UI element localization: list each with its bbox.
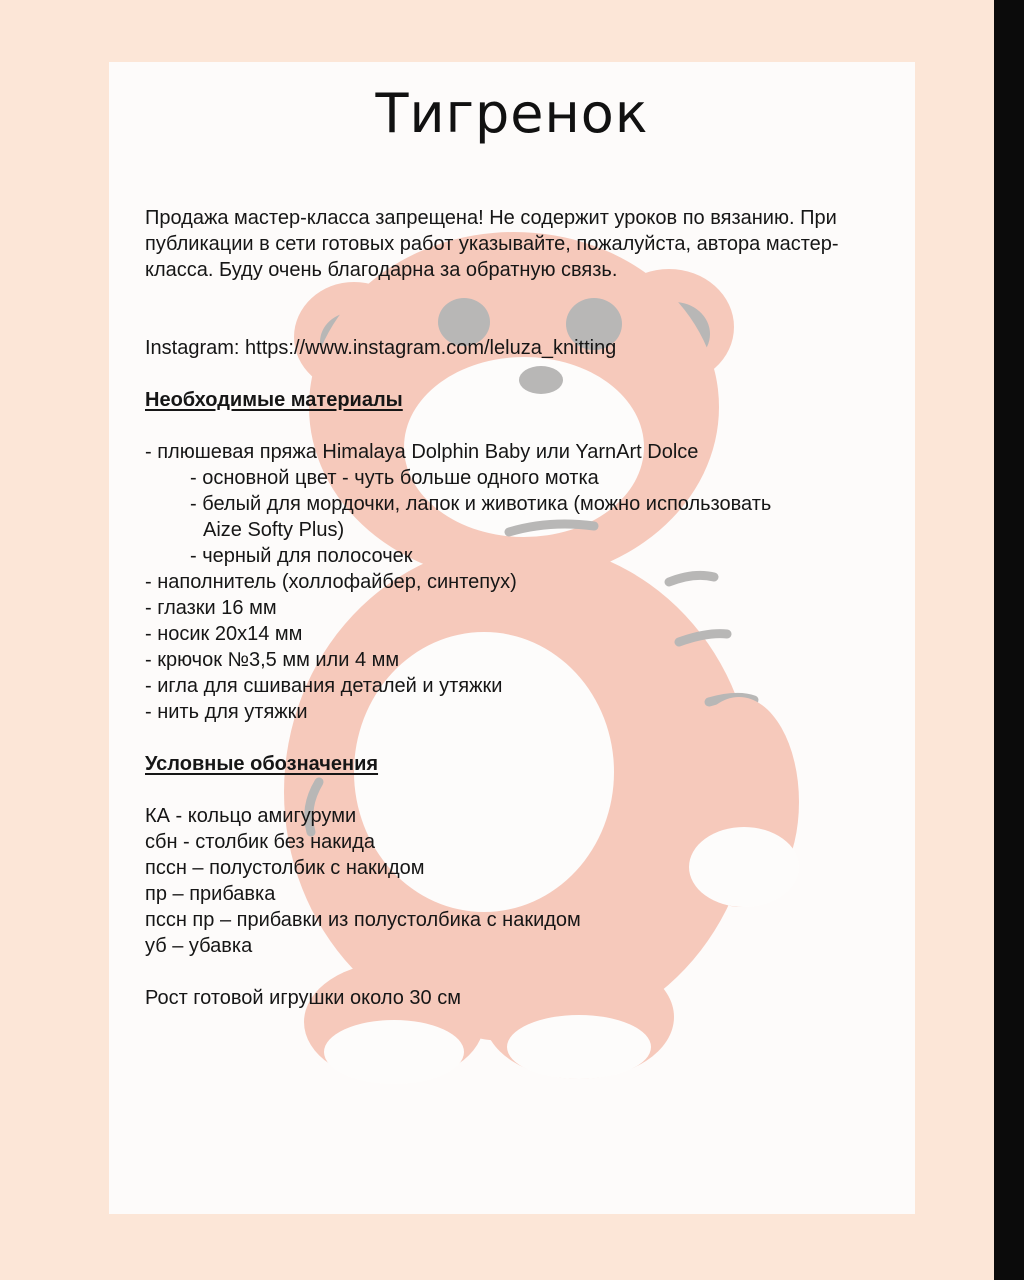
- list-item: сбн - столбик без накида: [145, 831, 376, 853]
- list-item: - игла для сшивания деталей и утяжки: [145, 675, 503, 697]
- right-edge-bar: [994, 0, 1024, 1280]
- legend-heading: Условные обозначения: [145, 753, 379, 775]
- list-item: - глазки 16 мм: [145, 597, 277, 619]
- list-item: КА - кольцо амигуруми: [145, 805, 357, 827]
- list-item: - белый для мордочки, лапок и животика (можно использовать: [190, 493, 772, 515]
- intro-block: [145, 205, 875, 283]
- legend-heading-block: [145, 751, 875, 777]
- list-item: пссн пр – прибавки из полустолбика с накидом: [145, 909, 581, 931]
- list-item: - плюшевая пряжа Himalaya Dolphin Baby или YarnArt Dolce: [145, 441, 699, 463]
- instagram-link[interactable]: Instagram: https://www.instagram.com/leluza_knitting: [145, 337, 617, 359]
- list-item: - нить для утяжки: [145, 701, 308, 723]
- height-note-block: [145, 985, 875, 1011]
- list-item: уб – убавка: [145, 935, 253, 957]
- page-title: Тигренок: [375, 82, 649, 145]
- materials-heading-block: [145, 387, 875, 413]
- document-text: [109, 62, 915, 1214]
- list-item: - наполнитель (холлофайбер, синтепух): [145, 571, 517, 593]
- height-note: Рост готовой игрушки около 30 см: [145, 987, 461, 1009]
- document-page: [109, 62, 915, 1214]
- list-item: пссн – полустолбик с накидом: [145, 857, 425, 879]
- list-item: - черный для полосочек: [190, 545, 413, 567]
- list-item: пр – прибавка: [145, 883, 276, 905]
- list-item: - носик 20х14 мм: [145, 623, 303, 645]
- legend-list: [145, 803, 875, 959]
- list-item: - крючок №3,5 мм или 4 мм: [145, 649, 400, 671]
- materials-list: [145, 439, 875, 725]
- instagram-block: [145, 335, 875, 361]
- list-item: Aize Softy Plus): [203, 519, 345, 541]
- materials-heading: Необходимые материалы: [145, 389, 403, 411]
- list-item: - основной цвет - чуть больше одного мотка: [190, 467, 599, 489]
- intro-paragraph: Продажа мастер-класса запрещена! Не содержит уроков по вязанию. При публикации в сети готовых работ указывайте, пожалуйста, автора мастер-класса. Буду очень благодарна за обратную связь.: [145, 207, 839, 281]
